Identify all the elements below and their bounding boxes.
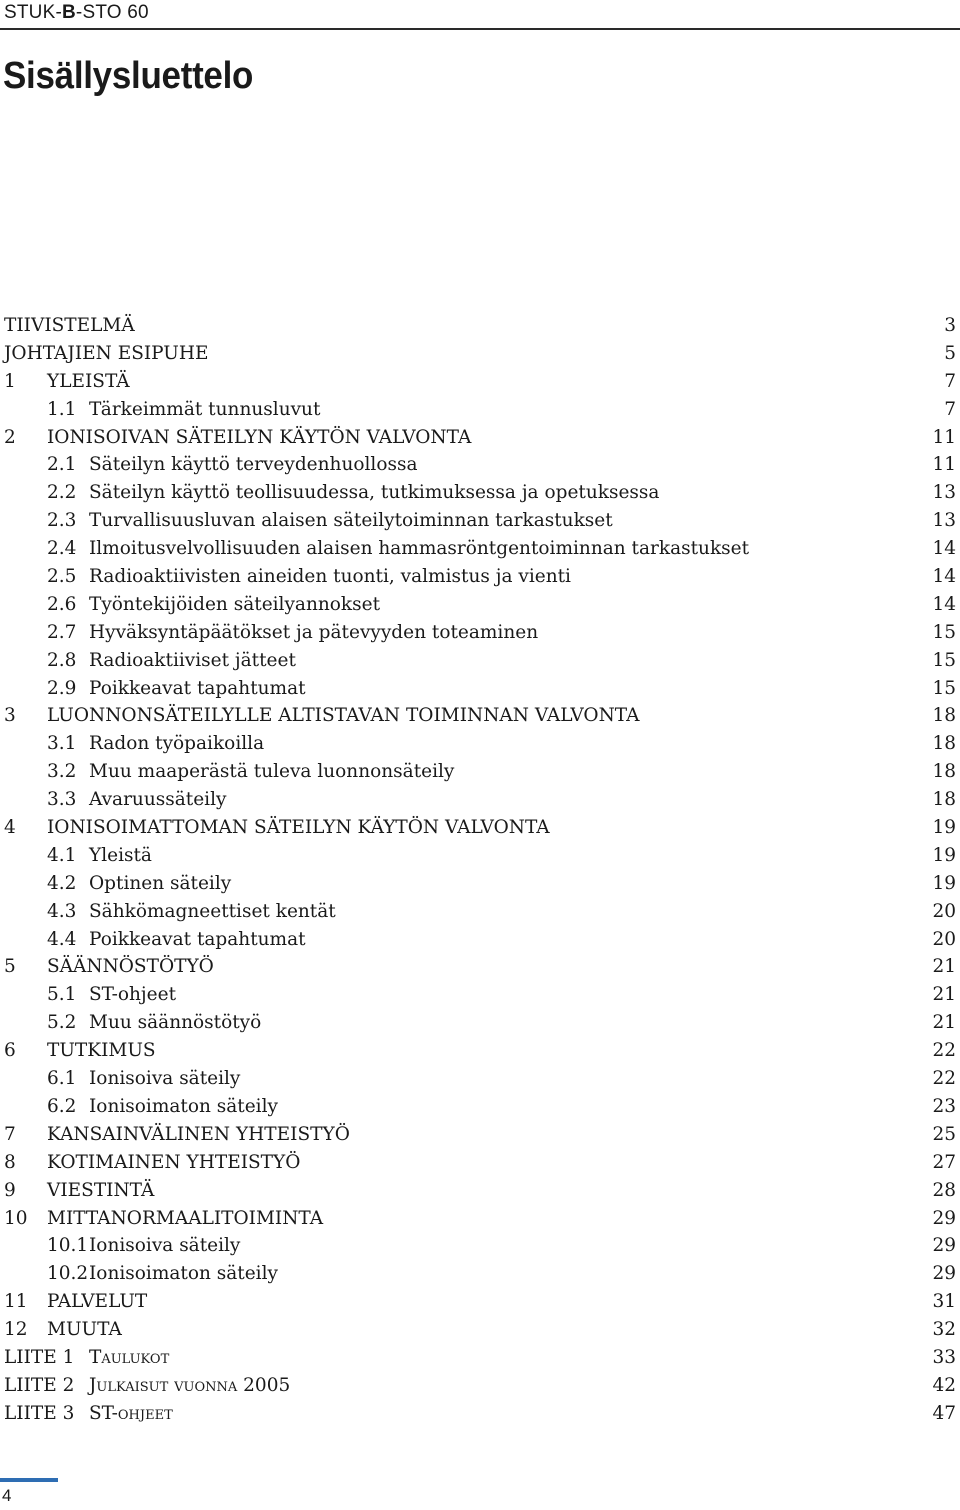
toc-entry[interactable] — [0, 619, 960, 647]
toc-entry-page: 47 — [932, 1402, 956, 1424]
toc-entry-page: 15 — [932, 621, 956, 643]
toc-entry-number: LIITE 3 — [4, 1402, 75, 1424]
toc-entry-label: TIIVISTELMÄ — [4, 315, 135, 336]
toc-entry-page: 15 — [932, 677, 956, 699]
toc-entry-page: 33 — [932, 1346, 956, 1368]
toc-entry-label: Ionisoiva säteily — [89, 1068, 241, 1090]
toc-entry-page: 19 — [932, 817, 956, 839]
toc-entry[interactable] — [0, 1093, 960, 1121]
toc-entry-label: LUONNONSÄTEILYLLE ALTISTAVAN TOIMINNAN VALVONTA — [47, 705, 640, 727]
toc-entry-number: 2.8 — [47, 649, 77, 671]
toc-entry[interactable] — [0, 1316, 960, 1344]
toc-entry[interactable] — [0, 1121, 960, 1149]
toc-entry-label: KANSAINVÄLINEN YHTEISTYÖ — [47, 1123, 350, 1145]
toc-entry-page: 18 — [932, 705, 956, 727]
toc-entry-label: SÄÄNNÖSTÖTYÖ — [47, 956, 214, 978]
toc-entry[interactable] — [0, 814, 960, 842]
toc-entry-label: Muu säännöstötyö — [89, 1012, 262, 1034]
header-bold: B — [62, 2, 76, 23]
toc-entry-number: 10.2 — [47, 1263, 89, 1285]
toc-entry-page: 13 — [932, 510, 956, 532]
page-title: Sisällysluettelo — [3, 55, 254, 97]
toc-entry-number: 4.2 — [47, 872, 77, 894]
toc-entry-number: 3.1 — [47, 733, 77, 755]
toc-entry-label: Radon työpaikoilla — [89, 733, 265, 755]
toc-entry-page: 27 — [932, 1151, 956, 1173]
running-header — [4, 0, 149, 26]
toc-entry[interactable] — [0, 563, 960, 591]
toc-entry[interactable] — [0, 396, 960, 424]
toc-entry-number: 1.1 — [47, 398, 77, 420]
toc-entry-number: 3 — [4, 705, 16, 727]
toc-entry[interactable] — [0, 312, 960, 340]
toc-entry-label: ST-ohjeet — [89, 984, 176, 1006]
toc-entry[interactable] — [0, 1372, 960, 1400]
toc-entry-label: Avaruussäteily — [89, 789, 227, 811]
footer-accent-rule — [0, 1478, 58, 1482]
toc-entry-page: 29 — [932, 1207, 956, 1229]
toc-entry[interactable] — [0, 1232, 960, 1260]
toc-entry-number: 3.3 — [47, 789, 77, 811]
toc-entry-page: 14 — [932, 538, 956, 560]
toc-entry-label: MITTANORMAALITOIMINTA — [47, 1207, 324, 1229]
toc-entry-number: 5.2 — [47, 1012, 77, 1034]
toc-entry-label: Ionisoimaton säteily — [89, 1095, 278, 1117]
toc-entry-page: 7 — [944, 370, 956, 392]
toc-entry-label: Ilmoitusvelvollisuuden alaisen hammasröntgentoiminnan tarkastukset — [89, 538, 750, 560]
toc-entry-page: 15 — [932, 649, 956, 671]
toc-entry[interactable] — [0, 647, 960, 675]
toc-entry-number: 4.3 — [47, 900, 77, 922]
toc-entry-page: 13 — [932, 482, 956, 504]
toc-entry[interactable] — [0, 1009, 960, 1037]
footer-page-number: 4 — [2, 1486, 12, 1505]
header-prefix: STUK- — [4, 2, 62, 23]
toc-entry-page: 32 — [932, 1319, 956, 1341]
toc-entry-page: 18 — [932, 789, 956, 811]
toc-entry-number: 6.2 — [47, 1095, 77, 1117]
toc-entry-label: Poikkeavat tapahtumat — [89, 677, 306, 699]
toc-entry-number: 8 — [4, 1151, 16, 1173]
toc-entry-label: MUUTA — [47, 1319, 122, 1341]
toc-entry-label: Yleistä — [89, 844, 152, 866]
toc-entry-label: PALVELUT — [47, 1291, 148, 1313]
toc-entry-label: IONISOIMATTOMAN SÄTEILYN KÄYTÖN VALVONTA — [47, 817, 550, 839]
toc-entry-label: Sähkömagneettiset kentät — [89, 900, 336, 922]
toc-entry-label: Optinen säteily — [89, 872, 232, 894]
toc-entry-label: Turvallisuusluvan alaisen säteilytoiminnan tarkastukset — [89, 510, 613, 532]
toc-entry-page: 3 — [944, 315, 956, 336]
toc-entry-page: 22 — [932, 1040, 956, 1062]
toc-entry[interactable] — [0, 507, 960, 535]
toc-entry-number: 6 — [4, 1040, 16, 1062]
toc-entry-page: 25 — [932, 1123, 956, 1145]
toc-entry-number: 4 — [4, 817, 16, 839]
toc-entry-number: LIITE 2 — [4, 1374, 75, 1396]
toc-entry-page: 14 — [932, 593, 956, 615]
toc-entry[interactable] — [0, 368, 960, 396]
toc-entry-page: 20 — [932, 900, 956, 922]
toc-entry-page: 7 — [944, 398, 956, 420]
toc-entry[interactable] — [0, 1177, 960, 1205]
toc-entry[interactable] — [0, 1344, 960, 1372]
toc-entry-label: YLEISTÄ — [47, 370, 130, 392]
toc-entry-number: 9 — [4, 1179, 16, 1201]
toc-entry-label: Hyväksyntäpäätökset ja pätevyyden toteaminen — [89, 621, 539, 643]
toc-entry-page: 19 — [932, 872, 956, 894]
toc-entry-number: 2.4 — [47, 538, 77, 560]
toc-entry-label: JOHTAJIEN ESIPUHE — [4, 342, 209, 364]
toc-entry[interactable] — [0, 702, 960, 730]
toc-entry[interactable] — [0, 786, 960, 814]
toc-entry-number: 1 — [4, 370, 16, 392]
toc-entry[interactable] — [0, 1260, 960, 1288]
toc-entry-number: 11 — [4, 1291, 28, 1313]
toc-entry-label: Muu maaperästä tuleva luonnonsäteily — [89, 761, 455, 783]
toc-entry-number: 4.4 — [47, 928, 77, 950]
toc-entry-page: 21 — [932, 984, 956, 1006]
toc-entry[interactable] — [0, 730, 960, 758]
header-suffix: -STO 60 — [75, 2, 149, 23]
toc-entry-number: 2.1 — [47, 454, 77, 476]
toc-entry-label: Ionisoiva säteily — [89, 1235, 241, 1257]
toc-entry-page: 28 — [932, 1179, 956, 1201]
toc-entry-page: 5 — [944, 342, 956, 364]
toc-entry-label: VIESTINTÄ — [47, 1179, 155, 1201]
toc-entry-label: Tärkeimmät tunnusluvut — [89, 398, 321, 420]
toc-entry[interactable] — [0, 451, 960, 479]
toc-entry-number: 2.7 — [47, 621, 77, 643]
toc-entry-label: Julkaisut vuonna 2005 — [89, 1374, 291, 1396]
toc-entry-label: Säteilyn käyttö terveydenhuollossa — [89, 454, 418, 476]
toc-entry-page: 18 — [932, 733, 956, 755]
toc-entry-page: 29 — [932, 1263, 956, 1285]
toc-entry-number: 6.1 — [47, 1068, 77, 1090]
toc-entry-number: 12 — [4, 1319, 28, 1341]
toc-entry[interactable] — [0, 1065, 960, 1093]
toc-entry[interactable] — [0, 870, 960, 898]
toc-entry-number: 10 — [4, 1207, 28, 1229]
toc-entry-number: 7 — [4, 1123, 16, 1145]
toc-entry-page: 29 — [932, 1235, 956, 1257]
toc-entry-label: Ionisoimaton säteily — [89, 1263, 278, 1285]
toc-entry-page: 20 — [932, 928, 956, 950]
toc-entry-number: 2.5 — [47, 566, 77, 588]
toc-entry-page: 31 — [932, 1291, 956, 1313]
toc-entry[interactable] — [0, 479, 960, 507]
toc-entry-number: 4.1 — [47, 844, 77, 866]
toc-entry[interactable] — [0, 1205, 960, 1233]
toc-entry-label: ST-ohjeet — [89, 1402, 173, 1424]
toc-entry-page: 11 — [932, 426, 956, 448]
toc-entry-page: 23 — [932, 1095, 956, 1117]
toc-entry[interactable] — [0, 1037, 960, 1065]
table-of-contents — [0, 312, 960, 1428]
toc-entry[interactable] — [0, 1400, 960, 1428]
toc-entry-page: 11 — [932, 454, 956, 476]
toc-entry-number: 5.1 — [47, 984, 77, 1006]
toc-entry-page: 42 — [932, 1374, 956, 1396]
toc-entry-number: 5 — [4, 956, 16, 978]
toc-entry-page: 19 — [932, 844, 956, 866]
toc-entry-number: 3.2 — [47, 761, 77, 783]
toc-entry-number: LIITE 1 — [4, 1346, 75, 1368]
toc-entry[interactable] — [0, 1149, 960, 1177]
toc-entry-page: 18 — [932, 761, 956, 783]
toc-entry[interactable] — [0, 981, 960, 1009]
toc-entry-label: Työntekijöiden säteilyannokset — [89, 593, 381, 615]
toc-entry-number: 2.3 — [47, 510, 77, 532]
header-rule — [0, 28, 960, 30]
toc-entry[interactable] — [0, 340, 960, 368]
toc-entry-page: 14 — [932, 566, 956, 588]
toc-entry-number: 10.1 — [47, 1235, 89, 1257]
toc-entry-label: Radioaktiiviset jätteet — [89, 649, 296, 671]
toc-entry[interactable] — [0, 758, 960, 786]
toc-entry[interactable] — [0, 1288, 960, 1316]
toc-entry-number: 2.6 — [47, 593, 77, 615]
toc-entry-label: KOTIMAINEN YHTEISTYÖ — [47, 1151, 301, 1173]
toc-entry[interactable] — [0, 926, 960, 954]
toc-entry-number: 2.9 — [47, 677, 77, 699]
toc-entry-label: Taulukot — [89, 1346, 170, 1368]
toc-entry-label: IONISOIVAN SÄTEILYN KÄYTÖN VALVONTA — [47, 426, 472, 448]
toc-entry[interactable] — [0, 535, 960, 563]
toc-entry-page: 22 — [932, 1068, 956, 1090]
toc-entry-label: Poikkeavat tapahtumat — [89, 928, 306, 950]
toc-entry-number: 2 — [4, 426, 16, 448]
toc-entry[interactable] — [0, 424, 960, 452]
toc-entry-page: 21 — [932, 1012, 956, 1034]
toc-entry-number: 2.2 — [47, 482, 77, 504]
toc-entry[interactable] — [0, 898, 960, 926]
toc-entry-label: TUTKIMUS — [47, 1040, 156, 1062]
toc-entry-label: Säteilyn käyttö teollisuudessa, tutkimuksessa ja opetuksessa — [89, 482, 660, 504]
toc-entry-label: Radioaktiivisten aineiden tuonti, valmistus ja vienti — [89, 566, 571, 588]
toc-entry[interactable] — [0, 842, 960, 870]
toc-entry[interactable] — [0, 591, 960, 619]
toc-entry-page: 21 — [932, 956, 956, 978]
toc-entry[interactable] — [0, 675, 960, 703]
toc-entry[interactable] — [0, 953, 960, 981]
